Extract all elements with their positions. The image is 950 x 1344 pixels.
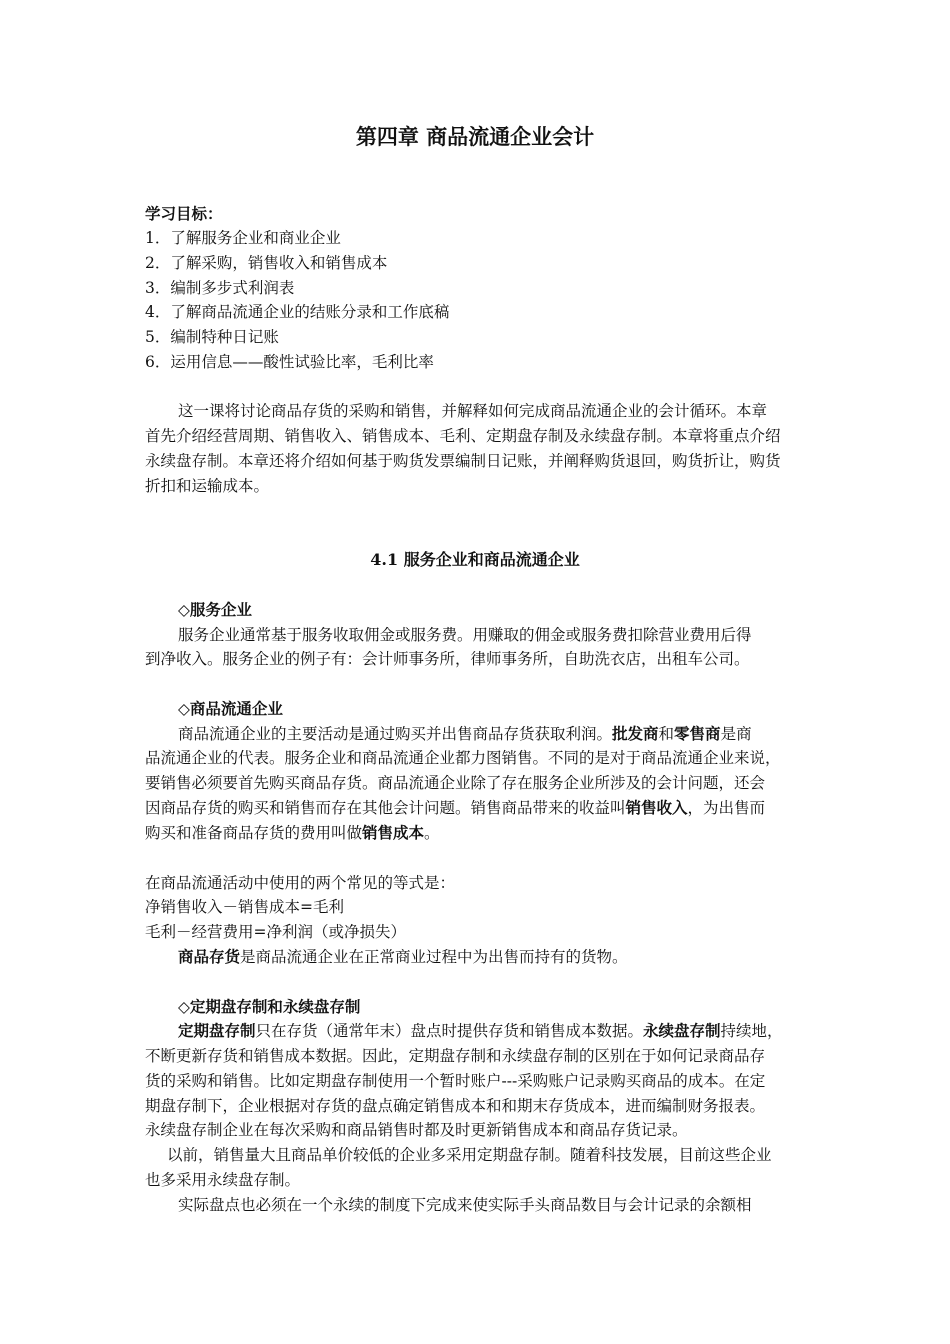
objective-text: 了解采购，销售收入和销售成本 bbox=[170, 254, 388, 272]
merch-text: 。 bbox=[424, 824, 440, 842]
objective-text: 编制特种日记账 bbox=[170, 328, 279, 346]
wholesaler-term: 批发商 bbox=[612, 724, 659, 743]
objective-number: 1． bbox=[145, 229, 171, 247]
equation-2: 毛利－经营费用=净利润（或净损失） bbox=[145, 923, 406, 941]
systems-line-7: 也多采用永续盘存制。 bbox=[145, 1171, 301, 1189]
merch-line-4 bbox=[145, 796, 815, 821]
intro-line: 折扣和运输成本。 bbox=[145, 477, 270, 495]
merch-line-5 bbox=[145, 821, 815, 846]
objective-item-3 bbox=[145, 276, 815, 301]
merch-text: 是商 bbox=[720, 725, 752, 743]
objective-number: 2． bbox=[145, 254, 171, 272]
objective-item-1 bbox=[145, 226, 815, 251]
objective-number: 5． bbox=[145, 328, 171, 346]
service-line: 服务企业通常基于服务收取佣金或服务费。用赚取的佣金或服务费扣除营业费用后得 bbox=[178, 626, 752, 644]
merch-text: 和 bbox=[658, 725, 675, 743]
systems-text: 只在存货（通常年末）盘点时提供存货和销售成本数据。 bbox=[255, 1022, 644, 1040]
merch-heading: ◇商品流通企业 bbox=[178, 699, 283, 718]
retailer-term: 零售商 bbox=[674, 724, 721, 743]
inventory-systems-heading: ◇定期盘存制和永续盘存制 bbox=[178, 997, 361, 1016]
sales-revenue-term: 销售收入 bbox=[625, 798, 688, 817]
objective-item-6 bbox=[145, 350, 815, 375]
objective-text: 运用信息——酸性试验比率，毛利比率 bbox=[170, 353, 434, 371]
objective-text: 了解服务企业和商业企业 bbox=[170, 229, 341, 247]
merch-text: 因商品存货的购买和销售而存在其他会计问题。销售商品带来的收益叫 bbox=[145, 799, 626, 817]
objective-number: 6． bbox=[145, 353, 171, 371]
objective-item-5 bbox=[145, 325, 815, 350]
systems-text: 持续地， bbox=[720, 1022, 783, 1040]
inventory-definition bbox=[145, 945, 848, 970]
merch-line-1 bbox=[145, 722, 848, 747]
systems-line-6: 以前，销售量大且商品单价较低的企业多采用定期盘存制。随着科技发展，目前这些企业 bbox=[167, 1146, 772, 1164]
intro-line: 首先介绍经营周期、销售收入、销售成本、毛利、定期盘存制及永续盘存制。本章将重点介绍 bbox=[145, 427, 781, 445]
merch-text: 购买和准备商品存货的费用叫做 bbox=[145, 824, 363, 842]
objective-text: 编制多步式利润表 bbox=[170, 279, 295, 297]
chapter-title: 第四章 商品流通企业会计 bbox=[355, 124, 595, 149]
periodic-term: 定期盘存制 bbox=[178, 1021, 256, 1040]
merch-text: 商品流通企业的主要活动是通过购买并出售商品存货获取利润。 bbox=[178, 725, 613, 743]
intro-line: 这一课将讨论商品存货的采购和销售，并解释如何完成商品流通企业的会计循环。本章 bbox=[178, 402, 768, 420]
merch-line-3: 要销售必须要首先购买商品存货。商品流通企业除了存在服务企业所涉及的会计问题，还会 bbox=[145, 774, 766, 792]
objective-number: 3． bbox=[145, 279, 171, 297]
service-line: 到净收入。服务企业的例子有：会计师事务所，律师事务所，自助洗衣店，出租车公司。 bbox=[145, 650, 750, 668]
objective-text: 了解商品流通企业的结账分录和工作底稿 bbox=[170, 303, 450, 321]
systems-line-1 bbox=[145, 1019, 848, 1044]
inventory-term: 商品存货 bbox=[178, 947, 241, 966]
objectives-heading: 学习目标： bbox=[145, 204, 223, 223]
systems-line-4: 期盘存制下，企业根据对存货的盘点确定销售成本和和期末存货成本，进而编制财务报表。 bbox=[145, 1097, 766, 1115]
merch-text: ，为出售而 bbox=[687, 799, 766, 817]
objective-number: 4． bbox=[145, 303, 171, 321]
objective-item-2 bbox=[145, 251, 815, 276]
systems-line-8: 实际盘点也必须在一个永续的制度下完成来使实际手头商品数目与会计记录的余额相 bbox=[178, 1196, 752, 1214]
intro-line: 永续盘存制。本章还将介绍如何基于购货发票编制日记账，并阐释购货退回，购货折让，购货 bbox=[145, 452, 781, 470]
equations-intro: 在商品流通活动中使用的两个常见的等式是： bbox=[145, 874, 456, 892]
merch-line-2: 品流通企业的代表。服务企业和商品流通企业都力图销售。不同的是对于商品流通企业来说， bbox=[145, 749, 781, 767]
equation-1: 净销售收入－销售成本=毛利 bbox=[145, 898, 344, 916]
systems-line-2: 不断更新存货和销售成本数据。因此，定期盘存制和永续盘存制的区别在于如何记录商品存 bbox=[145, 1047, 766, 1065]
inventory-def-text: 是商品流通企业在正常商业过程中为出售而持有的货物。 bbox=[240, 948, 628, 966]
objective-item-4 bbox=[145, 300, 815, 325]
section-title: 4.1 服务企业和商品流通企业 bbox=[370, 550, 580, 569]
systems-line-3: 货的采购和销售。比如定期盘存制使用一个暂时账户---采购账户记录购买商品的成本。在定 bbox=[145, 1072, 766, 1090]
cost-of-sales-term: 销售成本 bbox=[362, 823, 425, 842]
systems-line-5: 永续盘存制企业在每次采购和商品销售时都及时更新销售成本和商品存货记录。 bbox=[145, 1121, 688, 1139]
service-heading: ◇服务企业 bbox=[178, 600, 252, 619]
perpetual-term: 永续盘存制 bbox=[643, 1021, 721, 1040]
